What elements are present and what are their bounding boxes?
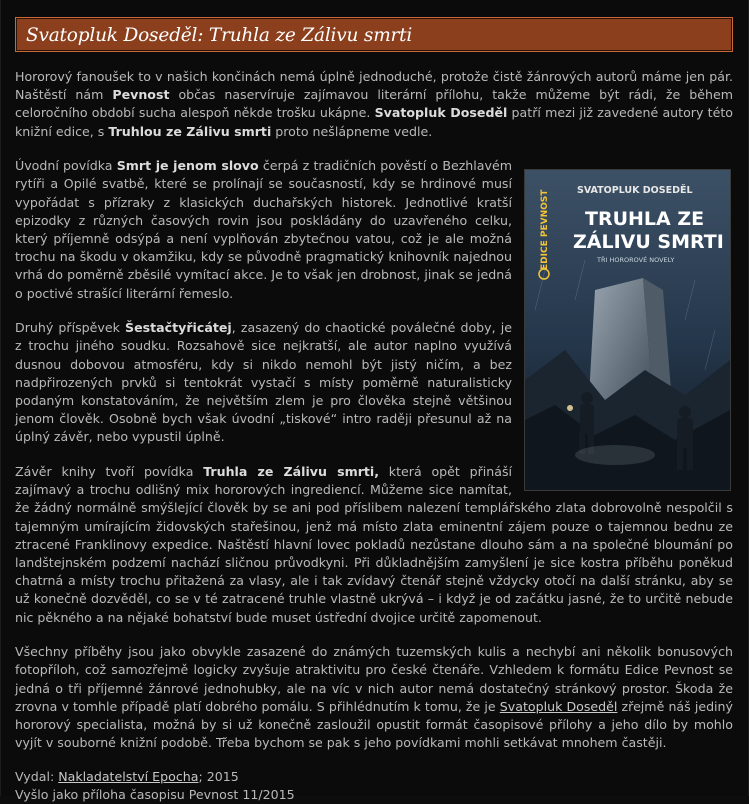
cover-series: EDICE PEVNOST [540, 189, 550, 271]
paragraph-text: patří mezi již zavedené autory této knižní edice, s [15, 105, 733, 139]
publication-info [15, 768, 733, 804]
publisher-link[interactable]: Nakladatelství Epocha [58, 768, 199, 784]
publisher-line [15, 768, 733, 786]
paragraph-text: zřejmě náš jediný hororový specialista, možná by si už konečně zasloužil opustit formát časopisové přílohy a jeho dílo by mohlo vyjít v souborné knižní podobě. Třeba bychom se pak s jeho povídkami mohli setkávat mnohem častěji. [15, 698, 733, 751]
bold-text: Truhla ze Zálivu smrti, [203, 464, 380, 480]
publisher-label: Vydal: [15, 768, 59, 784]
bold-text: Smrt je jenom slovo [116, 158, 259, 174]
paragraph-text: Hororový fanoušek to v našich končinách nemá úplně jednoduché, protože čistě žánrových autorů máme jen pár. Naštěstí nám [15, 69, 733, 103]
author-link[interactable]: Svatopluk Doseděl [499, 698, 618, 714]
article-body [15, 68, 733, 804]
appendix-note: Vyšlo jako příloha časopisu Pevnost 11/2015 [15, 786, 295, 802]
paragraph-text: čerpá z tradičních pověstí o Bezhlavém rytíři a Opilé svatbě, které se prolínají se současností, kdy se hrdinové musí vypořádat s přízraky z klasických duchařských historek. Jednotlivé kratší epizodky z různých časových rovin jsou poskládány do uzavřeného celku, který příjemně odsýpá a není vyplňován zbytečnou vatou, což je ale možná trochu na škodu v okamžiku, kdy se původně pragmatický knihovník najednou vrhá do poměrně zběsilé vymítací akce. Je to však jen drobnost, jinak se jedná o poctivé strašící literární řemeslo. [15, 158, 512, 301]
bold-text: Pevnost [112, 87, 170, 103]
cover-title-line2: ZÁLIVU SMRTI [573, 231, 724, 254]
bold-text: Šestačtyřicátej [125, 320, 232, 336]
paragraph-text: občas naservíruje zajímavou literární přílohu, takže můžeme být rádi, že během celoročního období sucha alespoň někde trošku ukápne. [15, 87, 733, 121]
article-title-bar [15, 17, 733, 52]
paragraph-summary [15, 643, 733, 752]
book-cover-image [524, 169, 731, 491]
article-title: Svatopluk Doseděl: Truhla ze Zálivu smrti [26, 25, 413, 46]
paragraph-text: která opět přináší zajímavý a trochu odlišný mix hororových ingrediencí. Můžeme sice namítat, že žádný normálně smýšlející člověk by se ani pod příslibem nalezení templářského zlata dobrovolně nespolčil s tajemným umírajícím židovských stařešinou, jenž má místo zlata eminentní zájem pouze o tajemnou bednu ze ztracené Franklinovy expedice. Naštěstí hlavní lovec pokladů nezůstane dlouho sám a na společné bloumání po landštejnském podzemí nachází sličnou průvodkyni. Při důkladnějším zamyšlení je sice kostra příběhu poněkud chatrná a místy trochu přitažená za vlasy, ale i tak zvídavý čtenář stejně vždycky otočí na další stránku, aby se už konečně dozvěděl, co se v té zatracené truhle vlastně ukrývá – i když je od začátku jasné, že to určitě nebude nic pěkného a na nějaké bohatství bude muset ústřední dvojice určitě zapomenout. [15, 464, 733, 625]
paragraph-intro [15, 68, 733, 141]
cover-title-line1: TRUHLA ZE [585, 208, 705, 231]
bold-text: Svatopluk Doseděl [374, 105, 508, 121]
publish-year: ; 2015 [198, 768, 239, 784]
paragraph-text: Druhý příspěvek [15, 320, 126, 336]
paragraph-text: proto nešlápneme vedle. [271, 123, 433, 139]
paragraph-text: Úvodní povídka [15, 158, 117, 174]
cover-author: SVATOPLUK DOSEDĚL [577, 185, 693, 197]
cover-subtitle: TŘI HOROROVÉ NOVELY [597, 256, 675, 265]
bold-text: Truhlou ze Zálivu smrti [108, 123, 272, 139]
paragraph-text: Všechny příběhy jsou jako obvykle zasazené do známých tuzemských kulis a nechybí ani několik bonusových fotopříloh, což samozřejmě logicky zvyšuje atraktivitu pro české čtenáře. Vzhledem k formátu Edice Pevnost se jedná o tři příjemné žánrové jednohubky, ale na víc v nich autor nemá dostatečný stránkový prostor. Škoda že zrovna v tomhle případě platí dobrého pomálu. S přihlédnutím k tomu, že je [15, 644, 733, 714]
paragraph-text: Závěr knihy tvoří povídka [15, 464, 204, 480]
paragraph-text: , zasazený do chaotické poválečné doby, je z trochu jiného soudku. Rozsahově sice nejkratší, ale autor naplno využívá dusnou dobovou atmosféru, kdy si nikdo nemohl být jistý ničím, a bez nadpřirozených prvků si tentokrát vystačí s místy poměrně naturalisticky podaným konstatováním, že největším zlem je pro člověka stejně většinou jenom člověk. Osobně bych však úvodní „tiskové“ intro raději přesunul až na úplný závěr, nebo vypustil úplně. [15, 320, 512, 445]
